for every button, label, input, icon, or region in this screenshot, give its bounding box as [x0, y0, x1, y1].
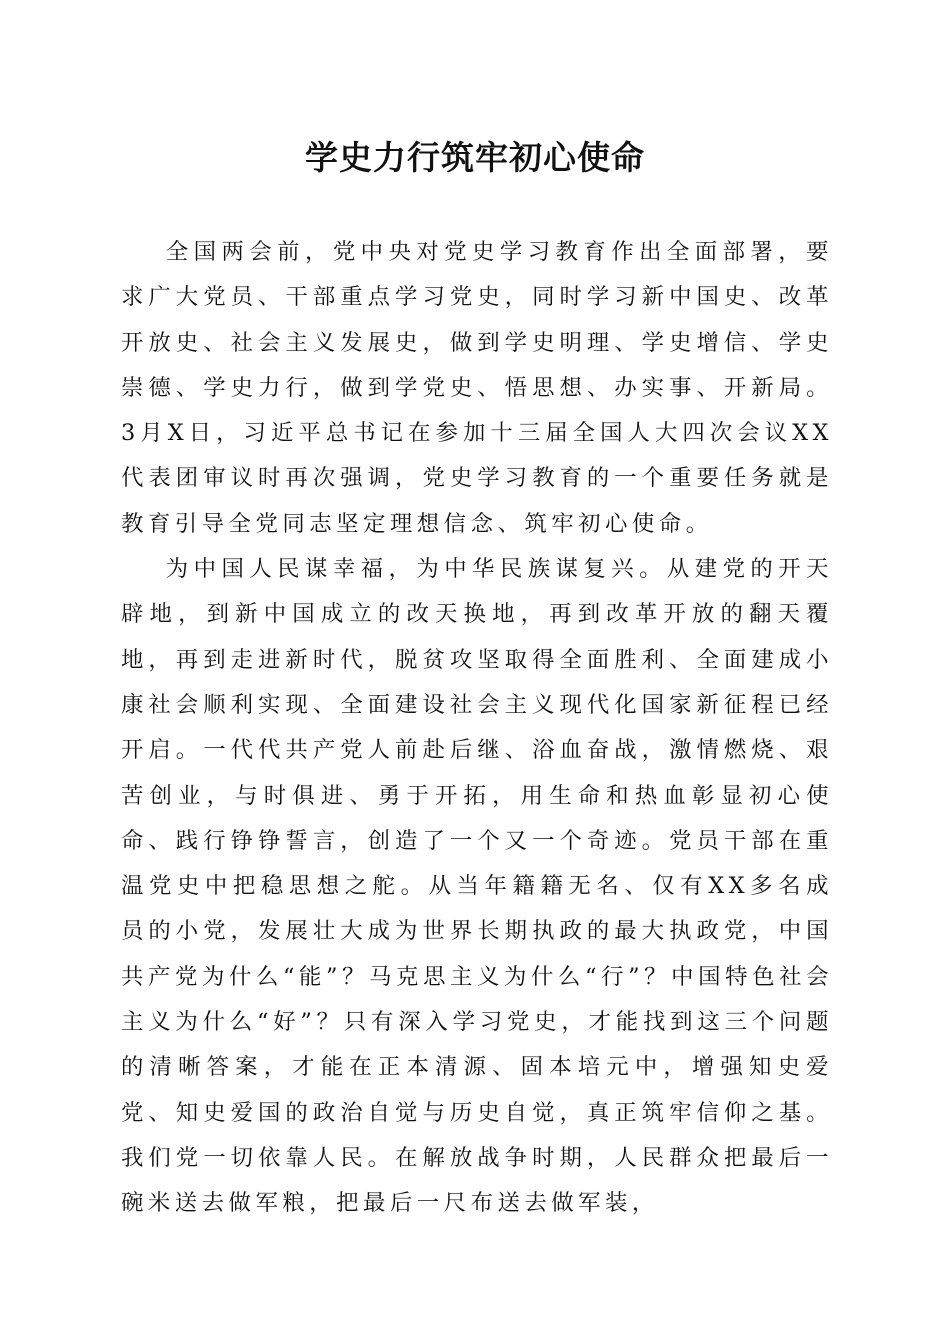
paragraph-2: 为中国人民谋幸福，为中华民族谋复兴。从建党的开天辟地，到新中国成立的改天换地，再到改革开放的翻天覆地，再到走进新时代，脱贫攻坚取得全面胜利、全面建成小康社会顺利实现、全面建设社会主义现代化国家新征程已经开启。一代代共产党人前赴后继、浴血奋战，激情燃烧、艰苦创业，与时俱进、勇于开拓，用生命和热血彰显初心使命、践行铮铮誓言，创造了一个又一个奇迹。党员干部在重温党史中把稳思想之舵。从当年籍籍无名、仅有XX多名成员的小党，发展壮大成为世界长期执政的最大执政党，中国共产党为什么“能”？马克思主义为什么“行”？中国特色社会主义为什么“好”？只有深入学习党史，才能找到这三个问题的清晰答案，才能在正本清源、固本培元中，增强知史爱党、知史爱国的政治自觉与历史自觉，真正筑牢信仰之基。我们党一切依靠人民。在解放战争时期，人民群众把最后一碗米送去做军粮，把最后一尺布送去做军装， [121, 556, 833, 1217]
document-title: 学史力行筑牢初心使命 [305, 138, 645, 177]
paragraph-1: 全国两会前，党中央对党史学习教育作出全面部署，要求广大党员、干部重点学习党史，同时学习新中国史、改革开放史、社会主义发展史，做到学史明理、学史增信、学史崇德、学史力行，做到学党史、悟思想、办实事、开新局。3月X日，习近平总书记在参加十三届全国人大四次会议XX代表团审议时再次强调，党史学习教育的一个重要任务就是教育引导全党同志坚定理想信念、筑牢初心使命。 [121, 239, 833, 537]
document-body [121, 230, 833, 1227]
